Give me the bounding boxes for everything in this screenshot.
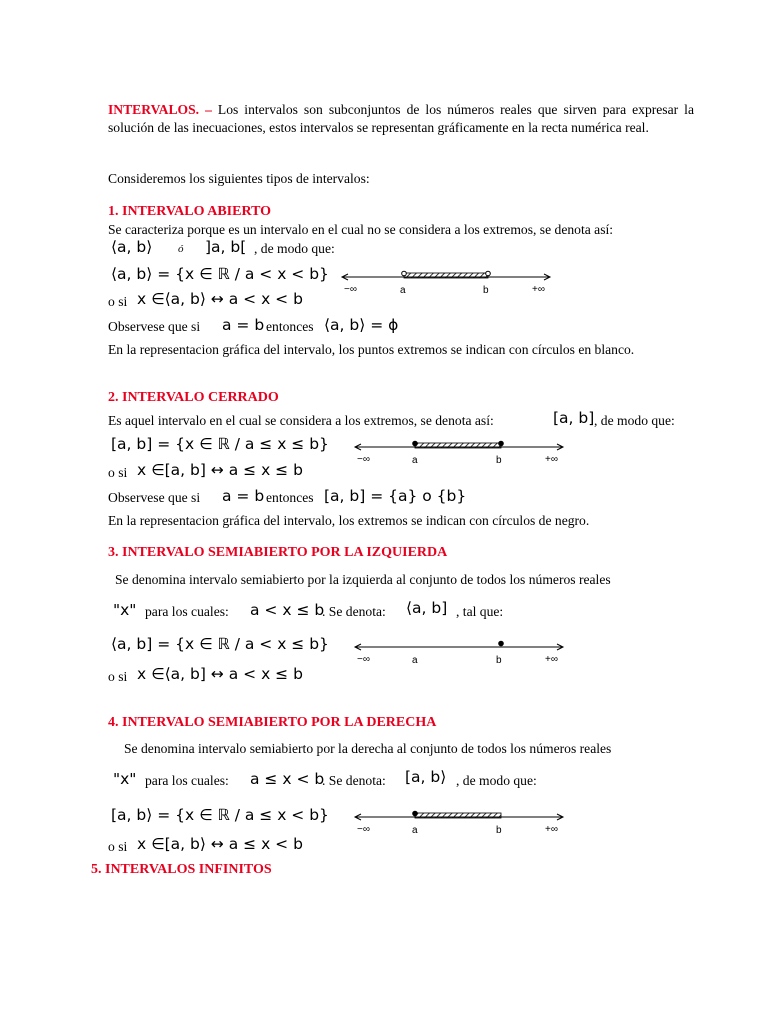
section-1-o-si: o si [108, 294, 128, 309]
section-4-inequality: a ≤ x < b [250, 770, 325, 788]
section-3-desc: Se denomina intervalo semiabierto por la izquierda al conjunto de todos los números reales [115, 572, 611, 587]
section-1-note: En la representacion gráfica del intervalo, los puntos extremos se indican con círculos en blanco. [108, 342, 635, 357]
pos-infinity-label: +∞ [532, 284, 545, 294]
section-4-number-line [349, 808, 589, 834]
consider-text: Consideremos los siguientes tipos de intervalos: [108, 171, 370, 186]
section-2-obs-prefix: Observese que si [108, 490, 201, 505]
section-3-o-si: o si [108, 669, 128, 684]
section-3-para: para los cuales: [145, 604, 229, 619]
section-1-number-line [336, 268, 576, 294]
intro-title: INTERVALOS. – [108, 102, 212, 117]
section-2-entonces: entonces [266, 490, 314, 505]
section-1-heading: 1. INTERVALO ABIERTO [108, 204, 272, 219]
pos-infinity-label: +∞ [545, 454, 558, 464]
intro-paragraph [108, 101, 694, 137]
pos-infinity-label: +∞ [545, 654, 558, 664]
section-2-desc: Es aquel intervalo en el cual se considera a los extremos, se denota así: [108, 413, 494, 428]
section-2-heading: 2. INTERVALO CERRADO [108, 390, 279, 405]
section-1-desc: Se caracteriza porque es un intervalo en el cual no se considera a los extremos, se denota así: [108, 222, 614, 237]
section-1-de-modo: , de modo que: [254, 241, 335, 256]
section-2-note: En la representacion gráfica del intervalo, los extremos se indican con círculos de negro. [108, 513, 590, 528]
section-3-inequality: a < x ≤ b [250, 601, 325, 619]
section-1-set-definition: ⟨a, b⟩ = {x ∈ ℝ / a < x < b} [111, 265, 329, 283]
section-3-iff: x ∈⟨a, b] ↔ a < x ≤ b [137, 665, 303, 683]
neg-infinity-label: −∞ [357, 654, 370, 664]
section-1-iff: x ∈⟨a, b⟩ ↔ a < x < b [137, 290, 303, 308]
point-a-label: a [412, 455, 418, 464]
section-4-notation: [a, b⟩ [405, 768, 447, 786]
section-1-entonces: entonces [266, 319, 314, 334]
section-4-desc: Se denomina intervalo semiabierto por la derecha al conjunto de todos los números reales [124, 741, 612, 756]
section-3-number-line [349, 638, 589, 664]
section-3-set-definition: ⟨a, b] = {x ∈ ℝ / a < x ≤ b} [111, 635, 329, 653]
section-2-o-si: o si [108, 465, 128, 480]
section-1-notation-2: ]a, b[ [205, 238, 247, 256]
section-3-x-quote: "x" [113, 601, 137, 619]
section-4-iff: x ∈[a, b⟩ ↔ a ≤ x < b [137, 835, 303, 853]
section-2-obs-result: [a, b] = {a} o {b} [324, 487, 467, 505]
intro-text: Los intervalos son subconjuntos de los números reales que sirven para expresar la solución de las inecuaciones, estos intervalos se representan gráficamente en la recta numérica real. [108, 102, 694, 135]
point-a-label: a [412, 825, 418, 834]
neg-infinity-label: −∞ [344, 284, 357, 294]
section-3-se-denota: . Se denota: [322, 604, 386, 619]
section-1-notation-1: ⟨a, b⟩ [111, 238, 153, 256]
neg-infinity-label: −∞ [357, 824, 370, 834]
section-3-tal-que: , tal que: [456, 604, 504, 619]
section-1-o-word: ó [178, 243, 184, 255]
section-5-heading: 5. INTERVALOS INFINITOS [91, 862, 272, 877]
point-b-label: b [496, 455, 502, 464]
section-2-set-definition: [a, b] = {x ∈ ℝ / a ≤ x ≤ b} [111, 435, 329, 453]
pos-infinity-label: +∞ [545, 824, 558, 834]
point-b-label: b [483, 285, 489, 294]
section-2-de-modo: , de modo que: [594, 413, 675, 428]
section-2-notation: [a, b] [553, 409, 595, 427]
section-2-obs-condition: a = b [222, 487, 265, 505]
section-4-o-si: o si [108, 839, 128, 854]
section-4-heading: 4. INTERVALO SEMIABIERTO POR LA DERECHA [108, 715, 437, 730]
point-a-label: a [412, 655, 418, 664]
section-4-x-quote: "x" [113, 770, 137, 788]
section-4-para: para los cuales: [145, 773, 229, 788]
section-1-obs-condition: a = b [222, 316, 265, 334]
section-4-set-definition: [a, b⟩ = {x ∈ ℝ / a ≤ x < b} [111, 806, 329, 824]
section-2-iff: x ∈[a, b] ↔ a ≤ x ≤ b [137, 461, 303, 479]
section-1-obs-result: ⟨a, b⟩ = ϕ [324, 316, 399, 334]
neg-infinity-label: −∞ [357, 454, 370, 464]
point-b-label: b [496, 825, 502, 834]
section-3-heading: 3. INTERVALO SEMIABIERTO POR LA IZQUIERDA [108, 545, 448, 560]
section-4-se-denota: . Se denota: [322, 773, 386, 788]
section-3-notation: ⟨a, b] [406, 599, 448, 617]
point-a-label: a [400, 285, 406, 294]
section-1-obs-prefix: Observese que si [108, 319, 201, 334]
point-b-label: b [496, 655, 502, 664]
section-2-number-line [349, 438, 589, 464]
section-4-de-modo: , de modo que: [456, 773, 537, 788]
